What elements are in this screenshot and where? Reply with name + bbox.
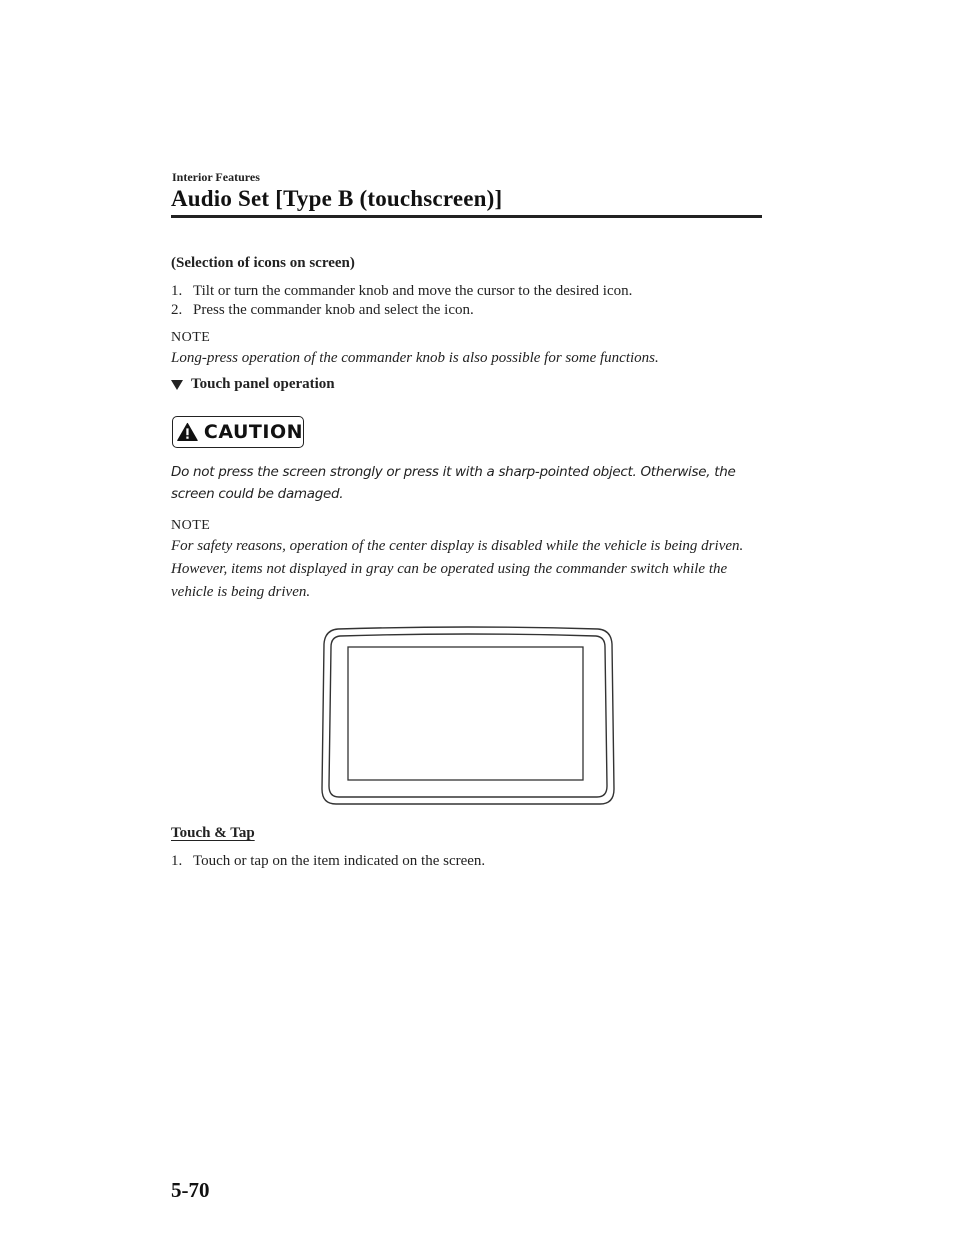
step-item — [171, 283, 632, 300]
caution-badge — [172, 416, 304, 448]
note-text: For safety reasons, operation of the center display is disabled while the vehicle is being driven. However, items not displayed in gray can be operated using the commander switch while the vehicle is being driven. — [171, 538, 744, 600]
caution-text: Do not press the screen strongly or press it with a sharp-pointed object. Otherwise, the screen could be damaged. — [171, 464, 736, 502]
note-text: Long-press operation of the commander knob is also possible for some functions. — [171, 350, 659, 366]
section-label: Interior Features — [172, 170, 260, 184]
touch-panel-heading-text: Touch panel operation — [191, 376, 335, 392]
step-text: Tilt or turn the commander knob and move the cursor to the desired icon. — [193, 283, 633, 299]
note-label: NOTE — [171, 330, 211, 345]
title-divider — [171, 215, 762, 218]
step-item — [171, 853, 485, 870]
heading-triangle-icon — [171, 380, 183, 390]
center-display-illustration — [318, 624, 618, 809]
step-text: Touch or tap on the item indicated on the screen. — [193, 853, 486, 869]
step-number: 1. — [171, 853, 183, 869]
touch-panel-heading — [171, 376, 335, 393]
caution-warning-icon — [177, 420, 198, 444]
step-item — [171, 302, 474, 319]
step-number: 1. — [171, 283, 183, 299]
page-title: Audio Set [Type B (touchscreen)] — [171, 186, 503, 211]
step-number: 2. — [171, 302, 183, 318]
page-number: 5-70 — [171, 1178, 210, 1202]
touch-tap-heading: Touch & Tap — [171, 825, 255, 841]
caution-label: CAUTION — [203, 421, 303, 443]
step-text: Press the commander knob and select the icon. — [193, 302, 474, 318]
selection-heading: (Selection of icons on screen) — [171, 255, 355, 271]
note-label: NOTE — [171, 518, 211, 533]
